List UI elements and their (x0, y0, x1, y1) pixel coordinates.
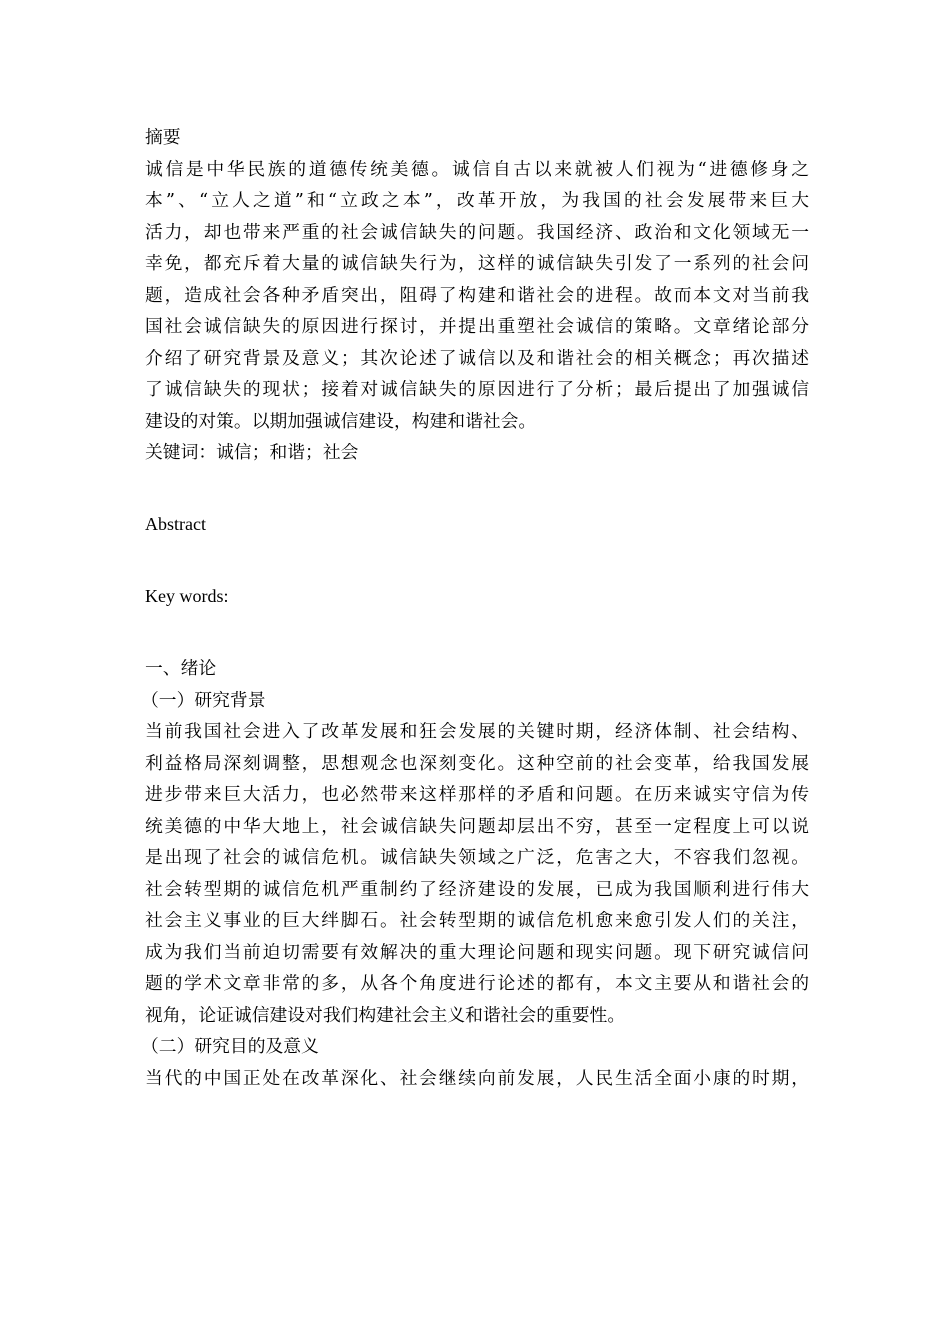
abstract-body (145, 154, 809, 438)
body-line: 成为我们当前迫切需要有效解决的重大理论问题和现实问题。现下研究诚信问 (145, 941, 809, 963)
abstract-line: 建设的对策。以期加强诚信建设，构建和谐社会。 (145, 410, 537, 432)
abstract-en-heading: Abstract (145, 514, 206, 534)
abstract-line: 诚信是中华民族的道德传统美德。诚信自古以来就被人们视为“进德修身之 (145, 158, 809, 180)
abstract-line: 了诚信缺失的现状；接着对诚信缺失的原因进行了分析；最后提出了加强诚信 (145, 379, 809, 400)
abstract-line: 题，造成社会各种矛盾突出，阻碍了构建和谐社会的进程。故而本文对当前我 (145, 284, 809, 306)
body-line: 当代的中国正处在改革深化、社会继续向前发展，人民生活全面小康的时期， (145, 1067, 809, 1089)
section-body (145, 716, 809, 1031)
abstract-heading: 摘要 (145, 127, 181, 148)
abstract-line: 本”、“立人之道”和“立政之本”，改革开放，为我国的社会发展带来巨大 (145, 190, 809, 211)
spacer (145, 541, 809, 582)
body-line: 社会转型期的诚信危机严重制约了经济建设的发展，已成为我国顺利进行伟大 (145, 878, 809, 900)
abstract-line: 活力，却也带来严重的社会诚信缺失的问题。我国经济、政治和文化领域无一 (145, 221, 809, 243)
section-heading: （一）研究背景 (141, 689, 266, 711)
body-line: 是出现了社会的诚信危机。诚信缺失领域之广泛，危害之大，不容我们忽视。 (145, 847, 809, 868)
body-line: 当前我国社会进入了改革发展和狂会发展的关键时期，经济体制、社会结构、 (145, 721, 809, 742)
document-page (141, 122, 809, 1094)
abstract-line: 幸免，都充斥着大量的诚信缺失行为，这样的诚信缺失引发了一系列的社会问 (145, 253, 809, 274)
body-line: 利益格局深刻调整，思想观念也深刻变化。这种空前的社会变革，给我国发展 (145, 752, 809, 774)
abstract-line: 介绍了研究背景及意义；其次论述了诚信以及和谐社会的相关概念；再次描述 (145, 347, 809, 369)
body-line: 题的学术文章非常的多，从各个角度进行论述的都有，本文主要从和谐社会的 (145, 973, 809, 994)
spacer (145, 613, 809, 654)
abstract-line: 国社会诚信缺失的原因进行探讨，并提出重塑社会诚信的策略。文章绪论部分 (145, 316, 809, 337)
section-body (145, 1063, 809, 1095)
body-line: 视角，论证诚信建设对我们构建社会主义和谐社会的重要性。 (145, 1004, 626, 1026)
body-line: 进步带来巨大活力，也必然带来这样那样的矛盾和问题。在历来诚实守信为传 (145, 784, 809, 805)
keywords-cn: 关键词：诚信；和谐；社会 (145, 442, 359, 463)
body-line: 统美德的中华大地上，社会诚信缺失问题却层出不穷，甚至一定程度上可以说 (145, 815, 809, 837)
chapter-heading: 一、绪论 (145, 658, 217, 679)
spacer (145, 469, 809, 510)
section-heading: （二）研究目的及意义 (141, 1036, 319, 1057)
body-line: 社会主义事业的巨大绊脚石。社会转型期的诚信危机愈来愈引发人们的关注， (145, 910, 809, 931)
keywords-en: Key words: (145, 586, 229, 606)
